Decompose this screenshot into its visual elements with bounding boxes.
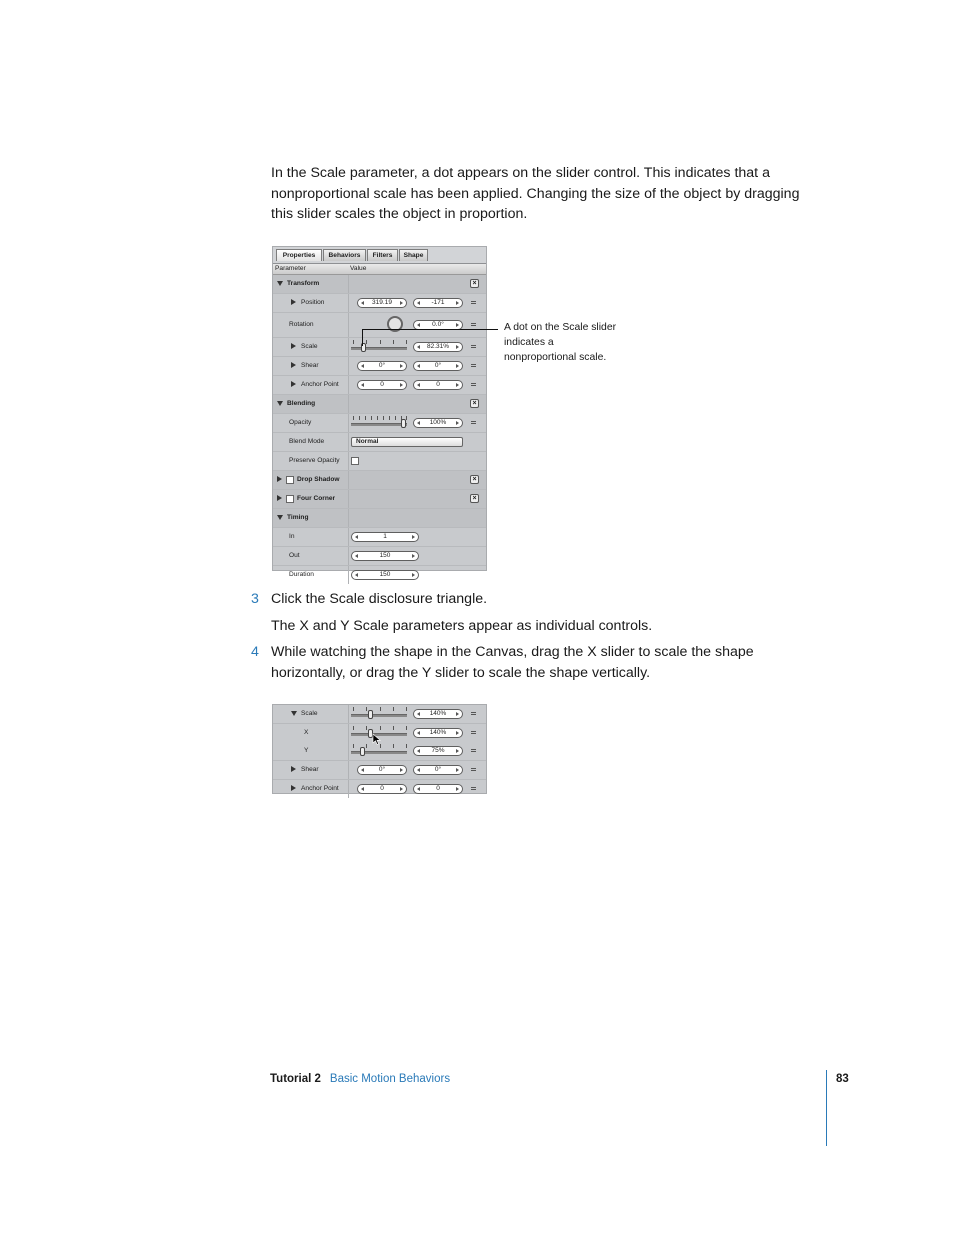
param-label: Opacity	[289, 419, 312, 426]
param-label: Scale	[301, 710, 318, 717]
param-scale	[273, 338, 486, 357]
param-label: Shear	[301, 766, 319, 773]
step-3-text: Click the Scale disclosure triangle.	[271, 591, 488, 607]
drop-shadow-checkbox[interactable]	[286, 476, 294, 484]
group-label: Blending	[287, 400, 316, 407]
scale-x-field[interactable]: 140%	[413, 728, 463, 738]
param-label: Blend Mode	[289, 438, 325, 445]
group-label: Four Corner	[297, 495, 336, 502]
footer-tutorial: Tutorial 2	[270, 1073, 321, 1085]
callout-line: indicates a	[504, 337, 554, 349]
intro-paragraph	[271, 163, 799, 225]
param-label: In	[289, 533, 295, 540]
scale-slider[interactable]	[351, 347, 407, 350]
in-field[interactable]: 1	[351, 532, 419, 542]
group-label: Timing	[287, 514, 309, 521]
footer-chapter: Basic Motion Behaviors	[329, 1073, 451, 1085]
param-blend-mode	[273, 433, 486, 452]
param-scale-y	[273, 742, 486, 761]
param-preserve-opacity	[273, 452, 486, 471]
scale-expanded-panel	[272, 704, 487, 794]
step-3-result: The X and Y Scale parameters appear as individual controls.	[271, 618, 653, 634]
param-label: Shear	[301, 362, 319, 369]
param-menu-icon[interactable]	[471, 364, 476, 367]
param-label: Anchor Point	[301, 381, 339, 388]
param-label: Out	[289, 552, 300, 559]
group-timing	[273, 509, 486, 528]
opacity-field[interactable]: 100%	[413, 418, 463, 428]
param-menu-icon[interactable]	[471, 749, 476, 752]
column-value: Value	[350, 265, 367, 272]
callout-text	[504, 320, 616, 366]
param-anchor-point	[273, 376, 486, 395]
disclosure-triangle-icon[interactable]	[291, 381, 296, 387]
step-4-line: horizontally, or drag the Y slider to scale the shape vertically.	[271, 664, 651, 681]
shear-y-field[interactable]: 0°	[413, 361, 463, 371]
param-anchor-point	[273, 780, 486, 798]
opacity-slider[interactable]	[351, 423, 407, 426]
group-four-corner	[273, 490, 486, 509]
param-menu-icon[interactable]	[471, 731, 476, 734]
disclosure-triangle-icon[interactable]	[277, 476, 282, 482]
param-label: Anchor Point	[301, 785, 339, 792]
preserve-opacity-checkbox[interactable]	[351, 457, 359, 465]
param-menu-icon[interactable]	[471, 345, 476, 348]
param-menu-icon[interactable]	[471, 421, 476, 424]
reset-icon[interactable]: ×	[470, 494, 479, 503]
out-field[interactable]: 150	[351, 551, 419, 561]
anchor-y-field[interactable]: 0	[413, 380, 463, 390]
disclosure-triangle-icon[interactable]	[277, 401, 283, 406]
anchor-x-field[interactable]: 0	[357, 380, 407, 390]
callout-leader-line	[362, 329, 498, 330]
inspector-panel	[272, 246, 487, 578]
scale-field[interactable]: 82.31%	[413, 342, 463, 352]
position-y-field[interactable]: -171	[413, 298, 463, 308]
param-position	[273, 294, 486, 313]
param-menu-icon[interactable]	[471, 301, 476, 304]
opacity-ticks	[353, 416, 407, 420]
scale-y-field[interactable]: 75%	[413, 746, 463, 756]
disclosure-triangle-icon[interactable]	[277, 281, 283, 286]
group-blending	[273, 395, 486, 414]
intro-line: In the Scale parameter, a dot appears on the slider control. This indicates that a	[271, 165, 770, 181]
anchor-y-field[interactable]: 0	[413, 784, 463, 794]
param-label: Position	[301, 299, 325, 306]
page-number: 83	[836, 1073, 849, 1085]
blend-mode-popup[interactable]: Normal	[351, 437, 463, 447]
step-4-text	[271, 642, 754, 683]
disclosure-triangle-icon[interactable]	[291, 343, 296, 349]
shear-x-field[interactable]: 0°	[357, 361, 407, 371]
scale-field[interactable]: 140%	[413, 709, 463, 719]
param-menu-icon[interactable]	[471, 712, 476, 715]
reset-icon[interactable]: ×	[470, 475, 479, 484]
page-footer	[270, 1073, 450, 1085]
scale-slider-knob[interactable]	[368, 710, 373, 719]
intro-line: nonproportional scale has been applied. Changing the size of the object by dragging	[271, 185, 800, 202]
four-corner-checkbox[interactable]	[286, 495, 294, 503]
position-x-field[interactable]: 319.19	[357, 298, 407, 308]
shear-y-field[interactable]: 0°	[413, 765, 463, 775]
reset-icon[interactable]: ×	[470, 279, 479, 288]
param-label: Duration	[289, 571, 314, 578]
duration-field[interactable]: 150	[351, 570, 419, 580]
footer-rule	[826, 1070, 827, 1146]
group-label: Drop Shadow	[297, 476, 340, 483]
inspector-tabs	[273, 247, 486, 264]
param-label: Rotation	[289, 321, 314, 328]
param-label: Preserve Opacity	[289, 457, 340, 464]
column-header	[273, 264, 486, 275]
param-menu-icon[interactable]	[471, 768, 476, 771]
param-label: X	[304, 729, 309, 736]
scale-slider[interactable]	[351, 714, 407, 717]
disclosure-triangle-icon[interactable]	[291, 299, 296, 305]
opacity-slider-knob[interactable]	[401, 419, 406, 428]
param-out	[273, 547, 486, 566]
callout-line: A dot on the Scale slider	[504, 322, 617, 333]
group-drop-shadow	[273, 471, 486, 490]
param-menu-icon[interactable]	[471, 323, 476, 326]
param-label: Scale	[301, 343, 318, 350]
disclosure-triangle-icon[interactable]	[291, 766, 296, 772]
callout-line: nonproportional scale.	[504, 352, 607, 364]
rotation-field[interactable]: 0.0°	[413, 320, 463, 330]
anchor-x-field[interactable]: 0	[357, 784, 407, 794]
tab-properties[interactable]: Properties	[276, 249, 322, 261]
disclosure-triangle-icon[interactable]	[291, 711, 297, 716]
disclosure-triangle-icon[interactable]	[277, 515, 283, 520]
disclosure-triangle-icon[interactable]	[291, 785, 296, 791]
param-menu-icon[interactable]	[471, 787, 476, 790]
param-menu-icon[interactable]	[471, 383, 476, 386]
param-duration	[273, 566, 486, 584]
param-opacity	[273, 414, 486, 433]
tab-behaviors[interactable]: Behaviors	[323, 249, 366, 261]
step-number: 4	[251, 644, 259, 660]
group-transform	[273, 275, 486, 294]
param-rotation	[273, 313, 486, 338]
param-scale-x	[273, 724, 486, 742]
tab-shape[interactable]: Shape	[399, 249, 428, 261]
param-shear	[273, 761, 486, 780]
disclosure-triangle-icon[interactable]	[277, 495, 282, 501]
param-shear	[273, 357, 486, 376]
step-number: 3	[251, 591, 259, 607]
disclosure-triangle-icon[interactable]	[291, 362, 296, 368]
param-label: Y	[304, 747, 309, 754]
reset-icon[interactable]: ×	[470, 399, 479, 408]
scale-y-slider-knob[interactable]	[360, 747, 365, 756]
param-scale	[273, 705, 486, 724]
group-label: Transform	[287, 280, 320, 287]
param-in	[273, 528, 486, 547]
shear-x-field[interactable]: 0°	[357, 765, 407, 775]
step-4-line: While watching the shape in the Canvas, drag the X slider to scale the shape	[271, 644, 754, 660]
callout-leader-line	[362, 329, 363, 346]
column-parameter: Parameter	[275, 265, 306, 272]
tab-filters[interactable]: Filters	[367, 249, 398, 261]
intro-line: this slider scales the object in proportion.	[271, 206, 528, 222]
